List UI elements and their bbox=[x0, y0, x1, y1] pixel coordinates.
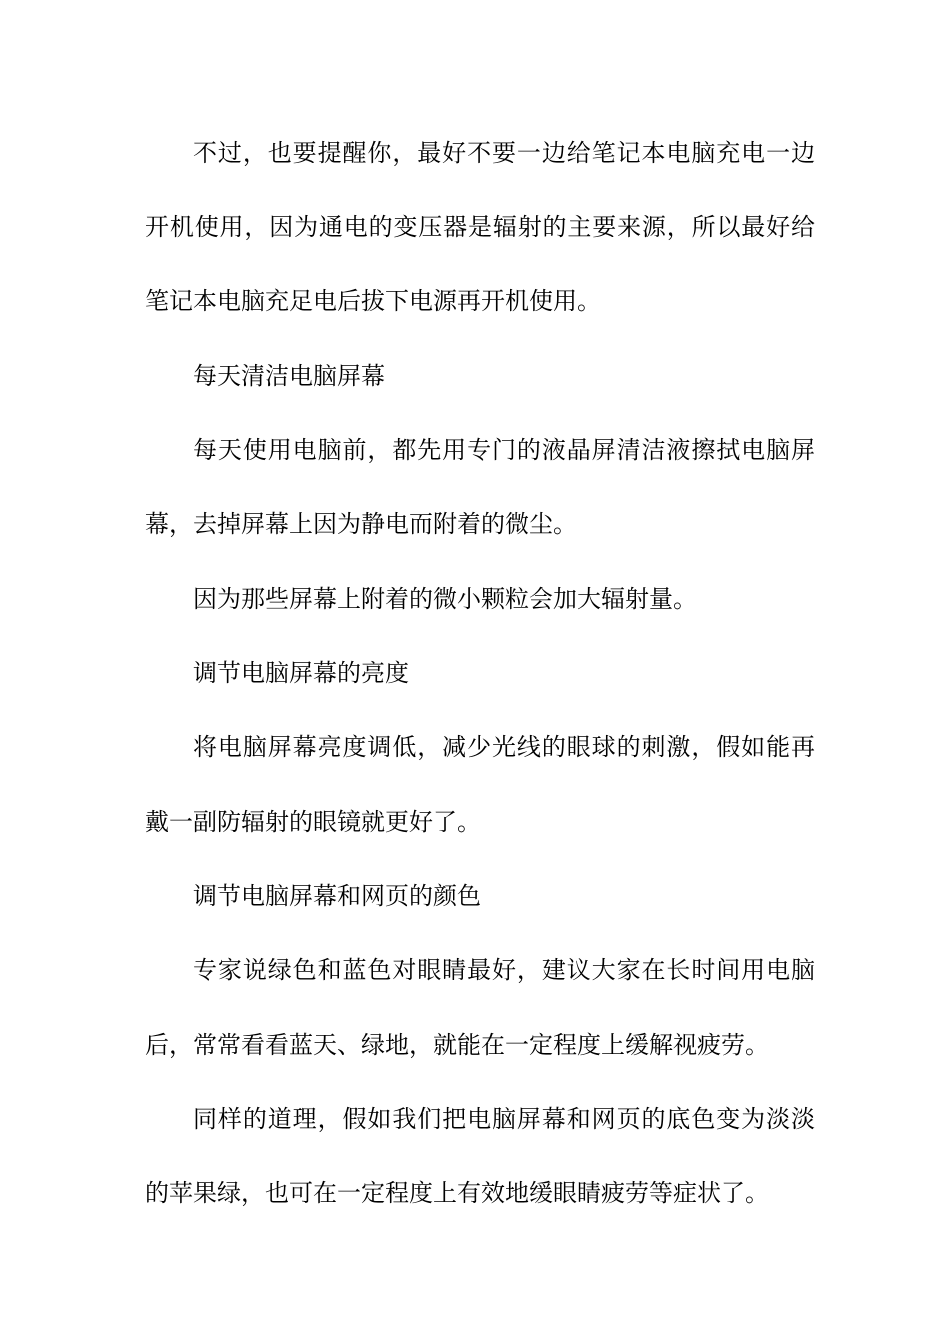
paragraph-line: 将电脑屏幕亮度调低，减少光线的眼球的刺激，假如能再 bbox=[193, 733, 815, 761]
paragraph-line: 戴一副防辐射的眼镜就更好了。 bbox=[145, 808, 481, 836]
paragraph-line: 后，常常看看蓝天、绿地，就能在一定程度上缓解视疲劳。 bbox=[145, 1031, 769, 1059]
paragraph-line: 每天使用电脑前，都先用专门的液晶屏清洁液擦拭电脑屏 bbox=[193, 436, 815, 464]
paragraph-line: 不过，也要提醒你，最好不要一边给笔记本电脑充电一边 bbox=[193, 139, 815, 167]
paragraph-line: 因为那些屏幕上附着的微小颗粒会加大辐射量。 bbox=[193, 585, 697, 613]
paragraph-line: 幕，去掉屏幕上因为静电而附着的微尘。 bbox=[145, 510, 577, 538]
section-heading: 每天清洁电脑屏幕 bbox=[193, 362, 385, 390]
paragraph-line: 的苹果绿，也可在一定程度上有效地缓眼睛疲劳等症状了。 bbox=[145, 1179, 769, 1207]
section-heading: 调节电脑屏幕的亮度 bbox=[193, 659, 409, 687]
paragraph-line: 专家说绿色和蓝色对眼睛最好，建议大家在长时间用电脑 bbox=[193, 956, 815, 984]
paragraph-line: 同样的道理，假如我们把电脑屏幕和网页的底色变为淡淡 bbox=[193, 1105, 815, 1133]
paragraph-line: 笔记本电脑充足电后拔下电源再开机使用。 bbox=[145, 287, 601, 315]
paragraph-line: 开机使用，因为通电的变压器是辐射的主要来源，所以最好给 bbox=[145, 213, 815, 241]
section-heading: 调节电脑屏幕和网页的颜色 bbox=[193, 882, 481, 910]
